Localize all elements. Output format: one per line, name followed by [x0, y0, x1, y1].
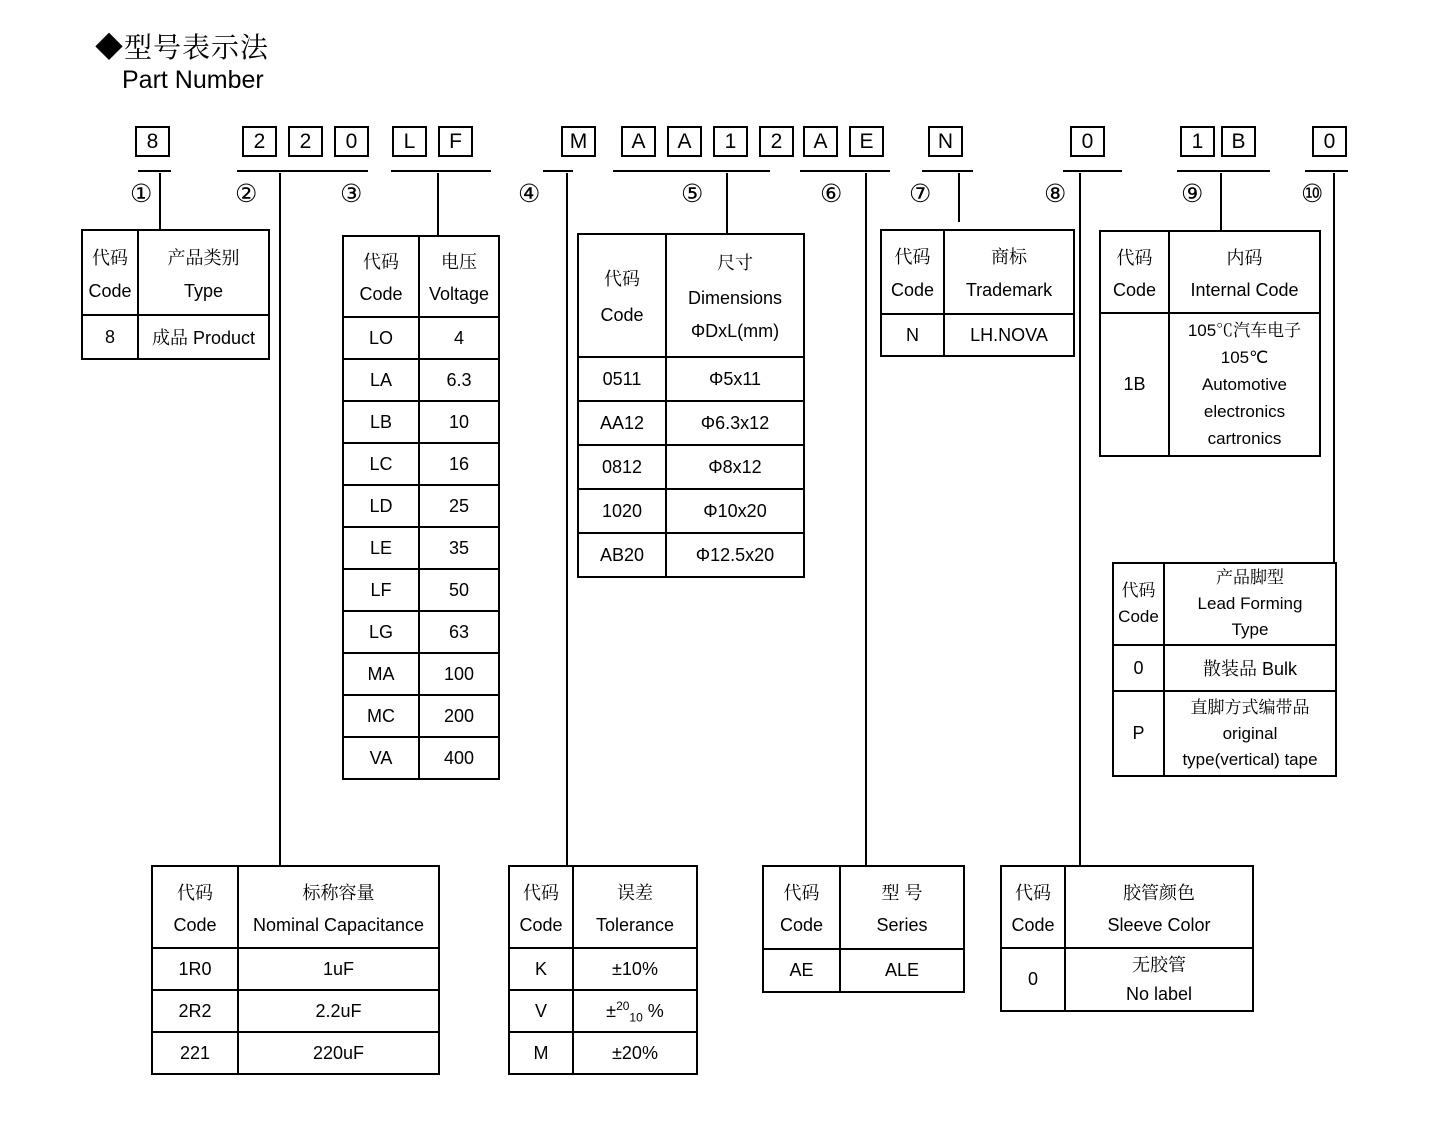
- cell-code: M: [509, 1032, 573, 1074]
- group-number: ⑦: [909, 180, 932, 208]
- table-tolerance: [508, 865, 698, 1075]
- group-underline: [800, 170, 890, 172]
- group-underline: [922, 170, 973, 172]
- cell-value: 105℃汽车电子 105℃ Automotive electronics cartronics: [1169, 313, 1320, 456]
- cell-code: LG: [343, 611, 419, 653]
- group-number: ⑥: [820, 180, 843, 208]
- cell-code: 0: [1113, 645, 1164, 691]
- group-number: ④: [518, 180, 541, 208]
- cell-value: 2.2uF: [238, 990, 439, 1032]
- pn-char-box: 2: [759, 126, 794, 157]
- table-lead-forming: [1112, 562, 1337, 777]
- group-number: ③: [340, 180, 363, 208]
- group-underline: [1177, 170, 1270, 172]
- header-code: 代码 Code: [509, 866, 573, 948]
- table-dimensions: [577, 233, 805, 578]
- cell-code: 0511: [578, 357, 666, 401]
- cell-code: N: [881, 314, 944, 356]
- header-code: 代码 Code: [881, 230, 944, 314]
- cell-code: MA: [343, 653, 419, 695]
- cell-value: ±20%: [573, 1032, 697, 1074]
- group-underline: [237, 170, 368, 172]
- cell-value: 220uF: [238, 1032, 439, 1074]
- table-internal-code: [1099, 230, 1321, 457]
- page-title-en: Part Number: [122, 66, 264, 94]
- connector-line: [1220, 173, 1222, 230]
- header-capacitance: 标称容量 Nominal Capacitance: [238, 866, 439, 948]
- header-type: 产品类别 Type: [138, 230, 269, 315]
- pn-char-box: A: [667, 126, 702, 157]
- cell-code: AB20: [578, 533, 666, 577]
- cell-code: V: [509, 990, 573, 1032]
- pn-char-box: 2: [242, 126, 277, 157]
- cell-value: 10: [419, 401, 499, 443]
- pn-char-box: M: [561, 126, 596, 157]
- header-code: 代码 Code: [152, 866, 238, 948]
- pn-char-box: 0: [1312, 126, 1347, 157]
- cell-value: Φ8x12: [666, 445, 804, 489]
- connector-line: [566, 173, 568, 865]
- cell-value: 16: [419, 443, 499, 485]
- cell-value: 4: [419, 317, 499, 359]
- cell-code: VA: [343, 737, 419, 779]
- cell-code: 1B: [1100, 313, 1169, 456]
- header-code: 代码 Code: [763, 866, 840, 949]
- cell-code: LE: [343, 527, 419, 569]
- group-underline: [391, 170, 491, 172]
- pn-char-box: 0: [334, 126, 369, 157]
- cell-value: 200: [419, 695, 499, 737]
- table-trademark: [880, 229, 1075, 357]
- header-code: 代码 Code: [82, 230, 138, 315]
- cell-value: Φ12.5x20: [666, 533, 804, 577]
- cell-value: 直脚方式编带品 original type(vertical) tape: [1164, 691, 1336, 776]
- connector-line: [726, 173, 728, 233]
- cell-code: AA12: [578, 401, 666, 445]
- header-tolerance: 误差 Tolerance: [573, 866, 697, 948]
- cell-value: ±$^{20}_{10}$ %: [573, 990, 697, 1032]
- group-underline: [613, 170, 770, 172]
- table-voltage: [342, 235, 500, 780]
- cell-code: LA: [343, 359, 419, 401]
- pn-char-box: 1: [713, 126, 748, 157]
- group-number: ⑧: [1044, 180, 1067, 208]
- cell-code: 1R0: [152, 948, 238, 990]
- cell-value: 400: [419, 737, 499, 779]
- pn-char-box: A: [803, 126, 838, 157]
- cell-code: 2R2: [152, 990, 238, 1032]
- header-series: 型 号 Series: [840, 866, 964, 949]
- group-underline: [1063, 170, 1122, 172]
- header-trademark: 商标 Trademark: [944, 230, 1074, 314]
- connector-line: [1079, 173, 1081, 865]
- pn-char-box: L: [392, 126, 427, 157]
- pn-char-box: F: [438, 126, 473, 157]
- header-sleeve-color: 胶管颜色 Sleeve Color: [1065, 866, 1253, 948]
- pn-char-box: 1: [1180, 126, 1215, 157]
- cell-value: 1uF: [238, 948, 439, 990]
- cell-value: 6.3: [419, 359, 499, 401]
- pn-char-box: 0: [1070, 126, 1105, 157]
- header-lead-forming: 产品脚型 Lead Forming Type: [1164, 563, 1336, 645]
- connector-line: [437, 173, 439, 235]
- group-number: ①: [130, 180, 153, 208]
- table-capacitance: [151, 865, 440, 1075]
- connector-line: [279, 173, 281, 865]
- pn-char-box: E: [849, 126, 884, 157]
- page-title-zh: ◆型号表示法: [95, 32, 270, 63]
- group-number: ⑨: [1181, 180, 1204, 208]
- header-code: 代码 Code: [578, 234, 666, 357]
- header-code: 代码 Code: [1113, 563, 1164, 645]
- cell-value: LH.NOVA: [944, 314, 1074, 356]
- pn-char-box: 8: [135, 126, 170, 157]
- cell-value: 散装品 Bulk: [1164, 645, 1336, 691]
- cell-code: LC: [343, 443, 419, 485]
- table-product-type: [81, 229, 270, 360]
- cell-value: Φ5x11: [666, 357, 804, 401]
- group-number: ⑩: [1301, 180, 1324, 208]
- cell-code: 1020: [578, 489, 666, 533]
- cell-value: 35: [419, 527, 499, 569]
- group-underline: [138, 170, 171, 172]
- cell-code: AE: [763, 949, 840, 992]
- cell-code: LD: [343, 485, 419, 527]
- cell-value: Φ6.3x12: [666, 401, 804, 445]
- pn-char-box: B: [1221, 126, 1256, 157]
- group-underline: [1305, 170, 1348, 172]
- group-underline: [543, 170, 573, 172]
- connector-line: [1333, 173, 1335, 563]
- connector-line: [958, 173, 960, 222]
- cell-code: P: [1113, 691, 1164, 776]
- group-number: ⑤: [681, 180, 704, 208]
- header-code: 代码 Code: [1001, 866, 1065, 948]
- cell-value: 成品 Product: [138, 315, 269, 359]
- cell-code: K: [509, 948, 573, 990]
- header-code: 代码 Code: [1100, 231, 1169, 313]
- header-dimensions: 尺寸 Dimensions ΦDxL(mm): [666, 234, 804, 357]
- pn-char-box: 2: [288, 126, 323, 157]
- cell-value: 无胶管 No label: [1065, 948, 1253, 1011]
- cell-code: 8: [82, 315, 138, 359]
- cell-value: 50: [419, 569, 499, 611]
- group-number: ②: [235, 180, 258, 208]
- pn-char-box: A: [621, 126, 656, 157]
- header-voltage: 电压 Voltage: [419, 236, 499, 317]
- cell-code: LO: [343, 317, 419, 359]
- connector-line: [865, 173, 867, 865]
- cell-value: 25: [419, 485, 499, 527]
- cell-value: Φ10x20: [666, 489, 804, 533]
- pn-char-box: N: [928, 126, 963, 157]
- cell-value: 100: [419, 653, 499, 695]
- cell-value: ALE: [840, 949, 964, 992]
- cell-value: ±10%: [573, 948, 697, 990]
- header-internal-code: 内码 Internal Code: [1169, 231, 1320, 313]
- cell-code: LB: [343, 401, 419, 443]
- cell-code: 221: [152, 1032, 238, 1074]
- table-sleeve-color: [1000, 865, 1254, 1012]
- connector-line: [159, 173, 161, 229]
- cell-code: LF: [343, 569, 419, 611]
- cell-code: 0: [1001, 948, 1065, 1011]
- header-code: 代码 Code: [343, 236, 419, 317]
- cell-value: 63: [419, 611, 499, 653]
- table-series: [762, 865, 965, 993]
- cell-code: MC: [343, 695, 419, 737]
- cell-code: 0812: [578, 445, 666, 489]
